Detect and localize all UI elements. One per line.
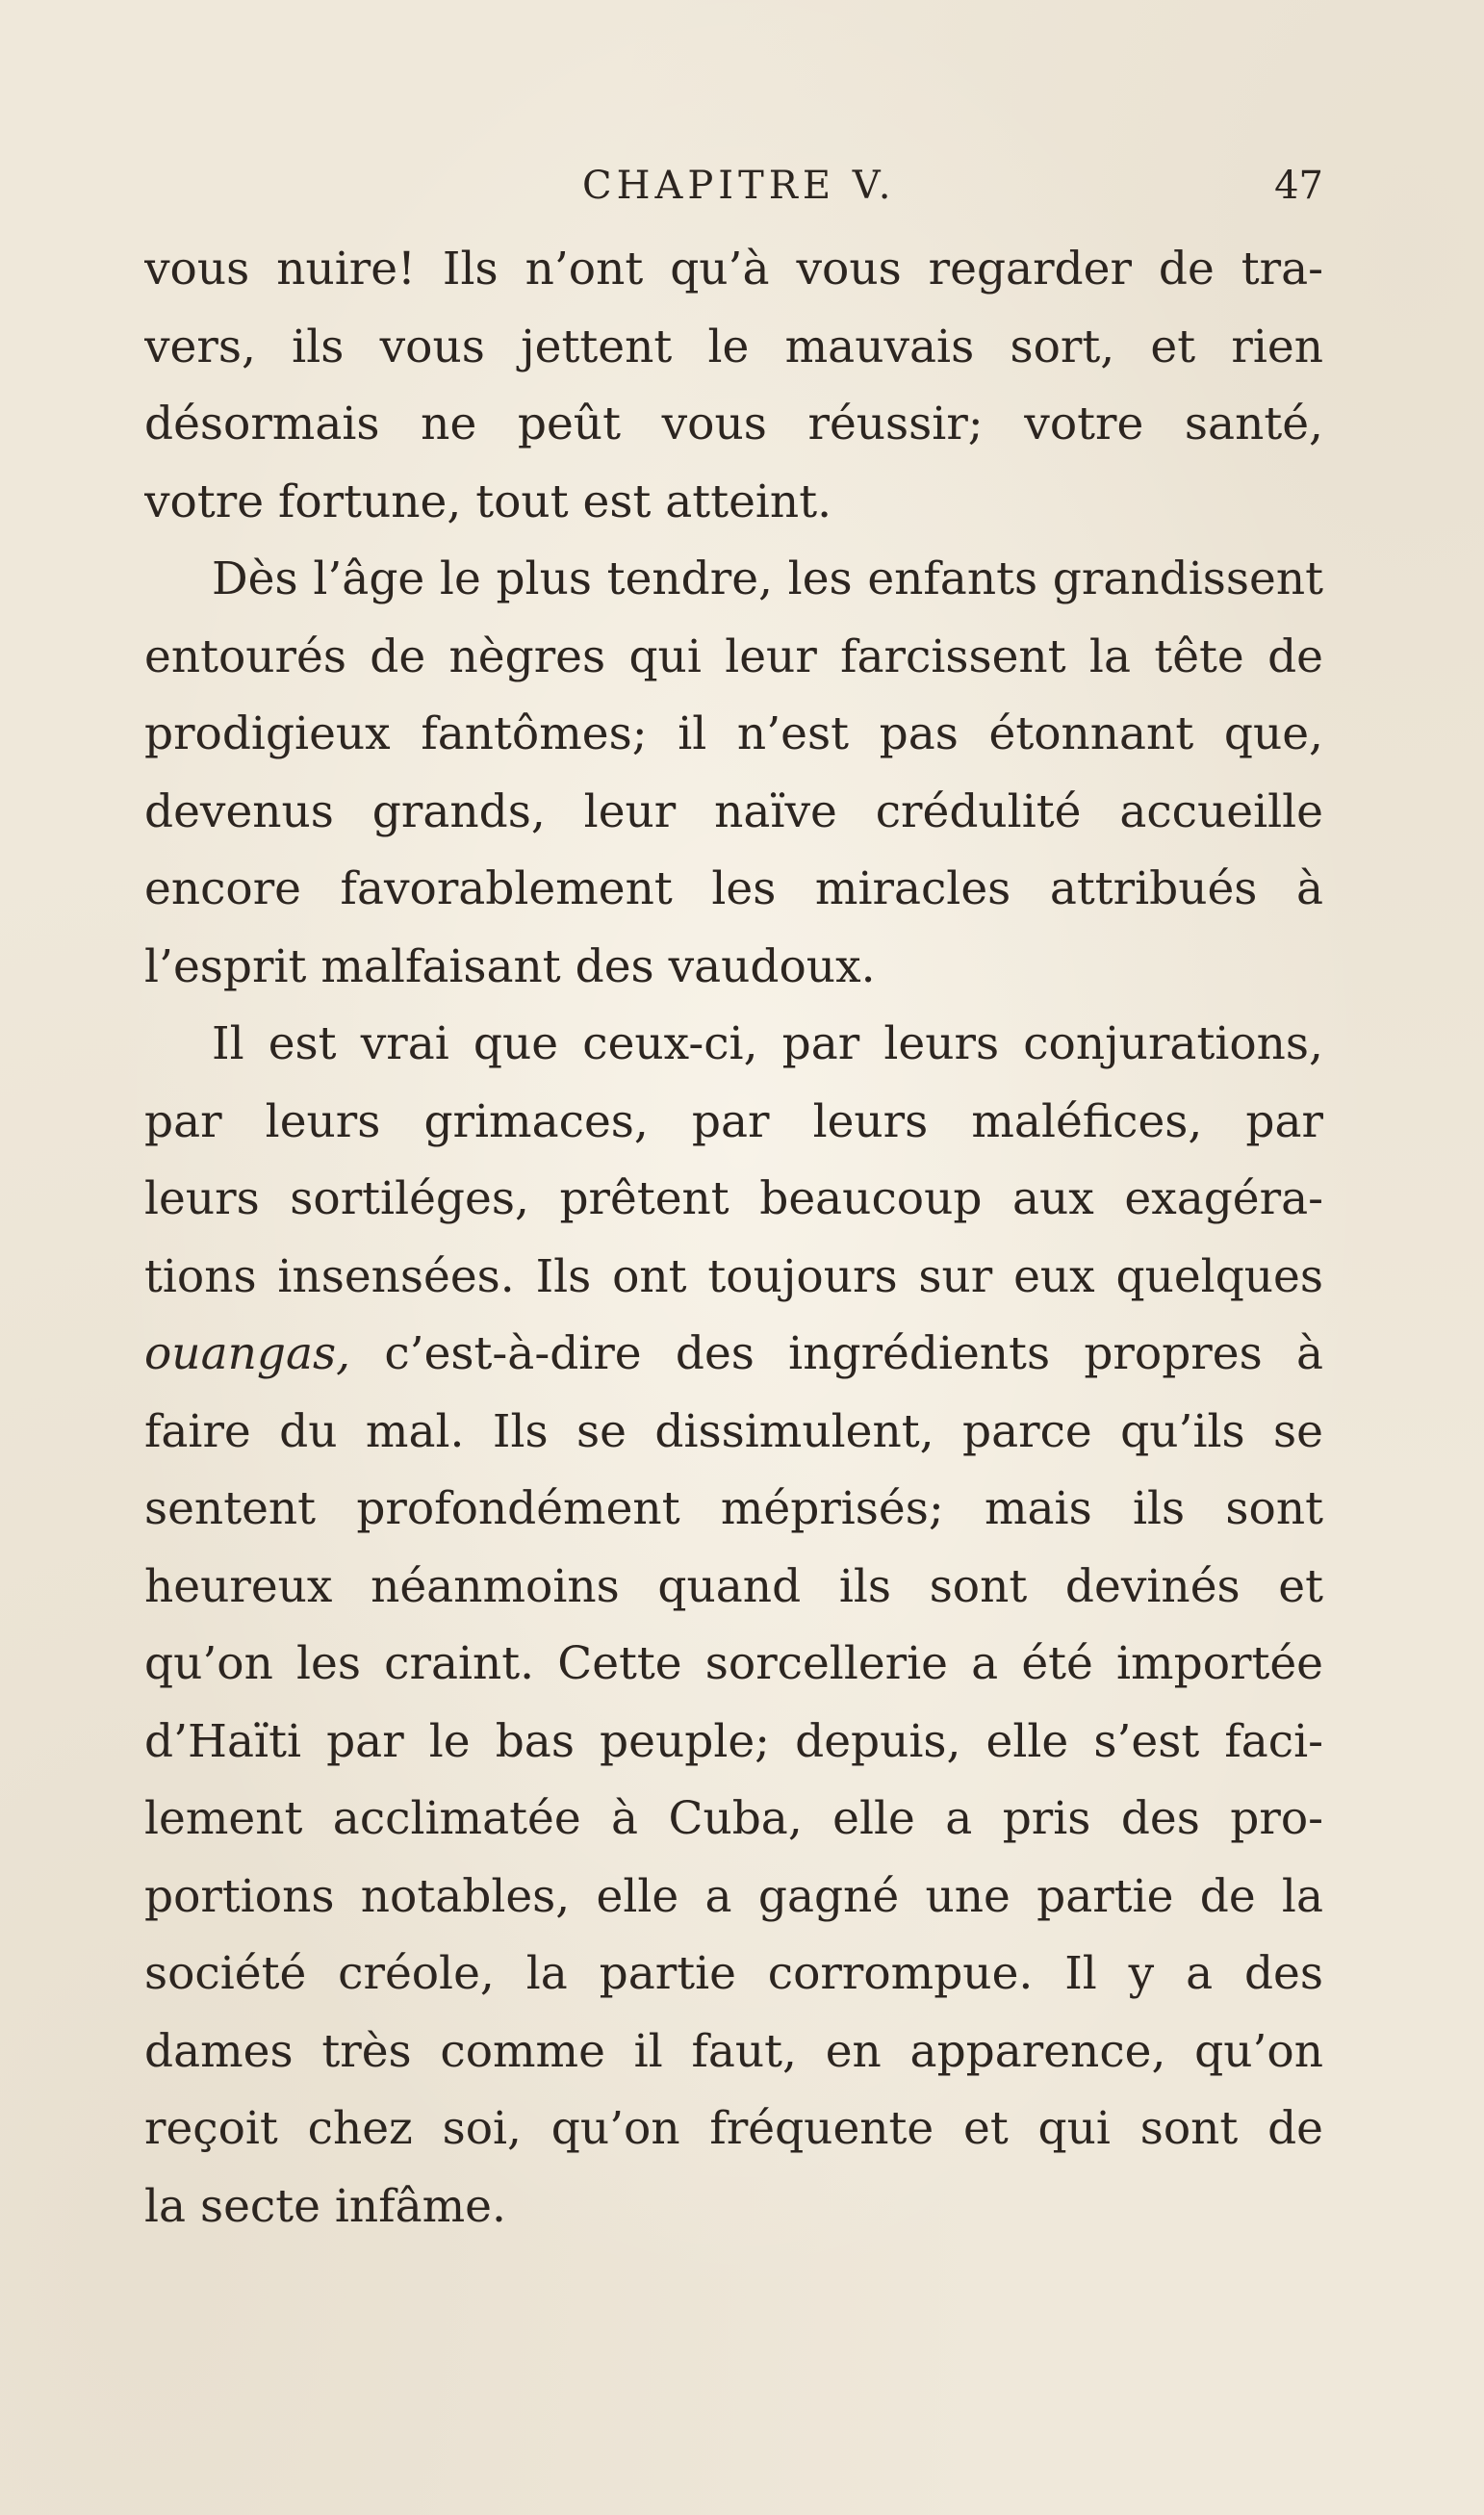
text-line: l’esprit malfaisant des vaudoux. [144,939,876,993]
text-line: entourés de nègres qui leur farcissent la tête de [144,629,1323,683]
text-line: faire du mal. Ils se dissimulent, parce qu’ils se [144,1404,1323,1458]
page-header [144,162,1323,210]
text-line-rest: c’est-à-dire des ingrédients propres à [384,1327,1323,1380]
text-line: devenus grands, leur naïve crédulité accueille [144,784,1323,838]
italic-term: ouangas, [144,1327,351,1380]
text-line: prodigieux fantômes; il n’est pas étonnant que, [144,707,1323,760]
text-line: dames très comme il faut, en apparence, qu’on [144,2024,1323,2078]
page-number: 47 [1274,164,1323,208]
running-title: CHAPITRE V. [582,164,896,208]
text-line: d’Haïti par le bas peuple; depuis, elle s’est faci- [144,1714,1323,1768]
text-line: vers, ils vous jettent le mauvais sort, et rien [144,320,1323,373]
body-text [144,231,1323,2246]
text-line: votre fortune, tout est atteint. [144,475,832,528]
text-line: qu’on les craint. Cette sorcellerie a été importée [144,1637,1323,1690]
text-line: portions notables, elle a gagné une partie de la [144,1869,1323,1923]
text-line: encore favorablement les miracles attribués à [144,862,1323,915]
text-line-with-italic [144,1316,1323,1394]
text-line: Dès l’âge le plus tendre, les enfants grandissent [212,552,1323,605]
text-line: reçoit chez soi, qu’on fréquente et qui sont de [144,2102,1323,2155]
text-line: par leurs grimaces, par leurs maléfices, par [144,1094,1323,1148]
text-line: heureux néanmoins quand ils sont devinés et [144,1559,1323,1613]
text-line: la secte infâme. [144,2179,506,2233]
text-line: vous nuire! Ils n’ont qu’à vous regarder de tra- [144,243,1323,295]
text-line: société créole, la partie corrompue. Il y a des [144,1947,1323,2000]
text-line: désormais ne peût vous réussir; votre santé, [144,398,1323,450]
text-line: lement acclimatée à Cuba, elle a pris des pro- [144,1792,1323,1845]
text-line: leurs sortiléges, prêtent beaucoup aux exagéra- [144,1172,1323,1225]
text-line: tions insensées. Ils ont toujours sur eux quelques [144,1249,1323,1303]
text-line: sentent profondément méprisés; mais ils sont [144,1482,1323,1535]
text-line: Il est vrai que ceux-ci, par leurs conjurations, [212,1017,1323,1070]
